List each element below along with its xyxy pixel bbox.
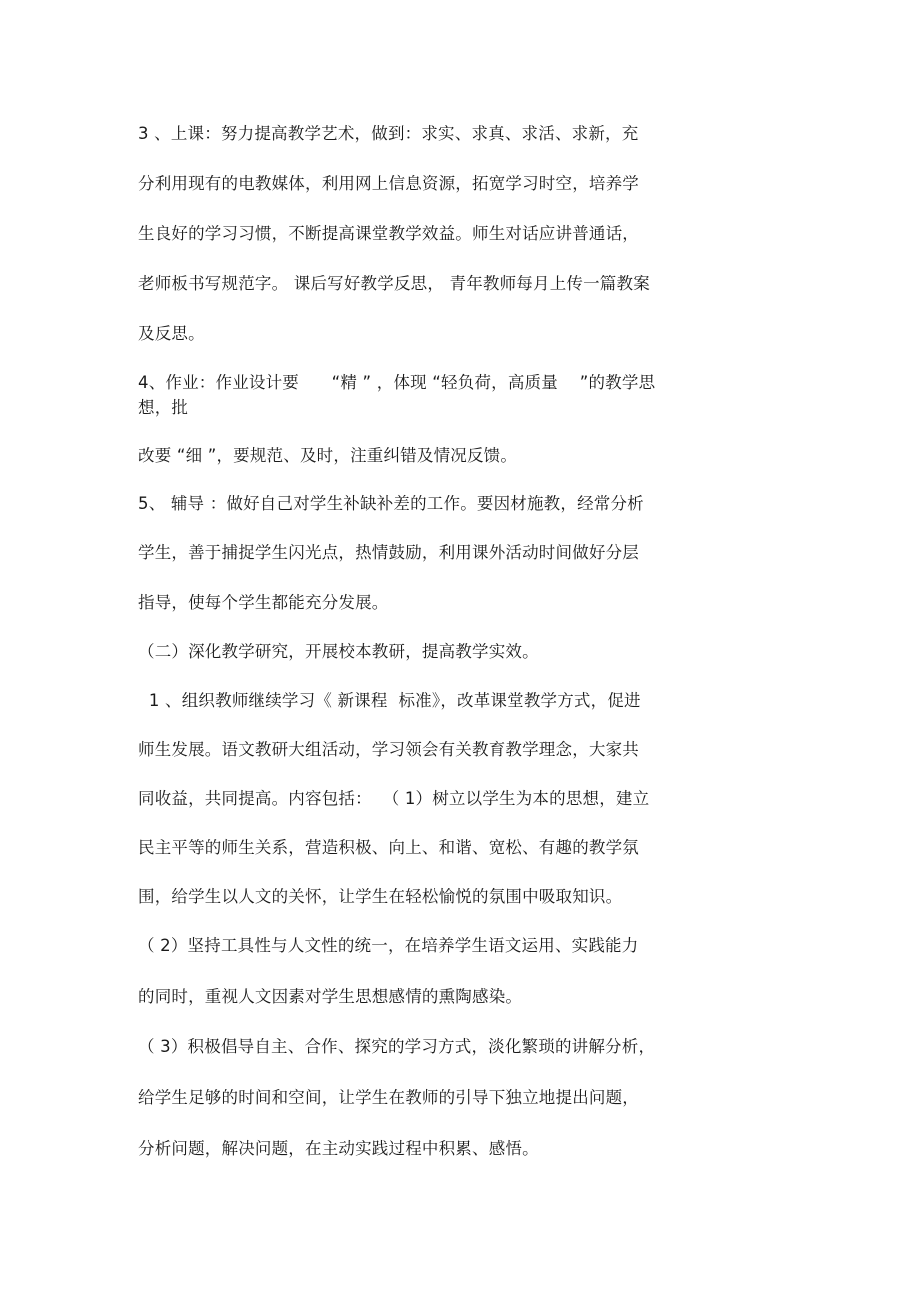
text-line: 的同时，重视人文因素对学生思想感情的熏陶感染。 [138, 987, 523, 1006]
text-line: 分利用现有的电教媒体，利用网上信息资源，拓宽学习时空，培养学 [138, 174, 639, 193]
text-line: 围，给学生以人文的关怀，让学生在轻松愉悦的氛围中吸取知识。 [138, 887, 623, 906]
text-line: 想，批 [138, 398, 189, 417]
text-line: （ 3）积极倡导自主、合作、探究的学习方式，淡化繁琐的讲解分析， [138, 1037, 656, 1056]
text-line: 分析问题，解决问题，在主动实践过程中积累、感悟。 [138, 1139, 539, 1158]
text-line: 老师板书写规范字。 课后写好教学反思， 青年教师每月上传一篇教案 [138, 274, 650, 293]
text-line: 4、作业：作业设计要 “精 ” ，体现 “轻负荷，高质量 ”的教学思 [138, 373, 656, 392]
section-heading: （二）深化教学研究，开展校本教研，提高教学实效。 [138, 642, 539, 661]
text-line: （ 2）坚持工具性与人文性的统一，在培养学生语文运用、实践能力 [138, 936, 639, 955]
text-line: 给学生足够的时间和空间，让学生在教师的引导下独立地提出问题， [138, 1088, 639, 1107]
text-line: 生良好的学习习惯，不断提高课堂教学效益。师生对话应讲普通话， [138, 224, 639, 243]
text-line: 及反思。 [138, 324, 205, 343]
text-line: 师生发展。语文教研大组活动，学习领会有关教育教学理念，大家共 [138, 740, 639, 759]
text-line: 1 、组织教师继续学习《 新课程 标准》，改革课堂教学方式，促进 [138, 691, 641, 710]
text-line: 学生，善于捕捉学生闪光点，热情鼓励，利用课外活动时间做好分层 [138, 543, 639, 562]
text-line: 3 、上课：努力提高教学艺术，做到：求实、求真、求活、求新，充 [138, 124, 639, 143]
text-line: 5、 辅导 ：做好自己对学生补缺补差的工作。要因材施教，经常分析 [138, 494, 644, 513]
text-line: 改要 “细 ”，要规范、及时，注重纠错及情况反馈。 [138, 446, 518, 465]
text-line: 民主平等的师生关系，营造积极、向上、和谐、宽松、有趣的教学氛 [138, 838, 639, 857]
text-line: 指导，使每个学生都能充分发展。 [138, 593, 389, 612]
text-line: 同收益，共同提高。内容包括： （ 1）树立以学生为本的思想，建立 [138, 789, 650, 808]
